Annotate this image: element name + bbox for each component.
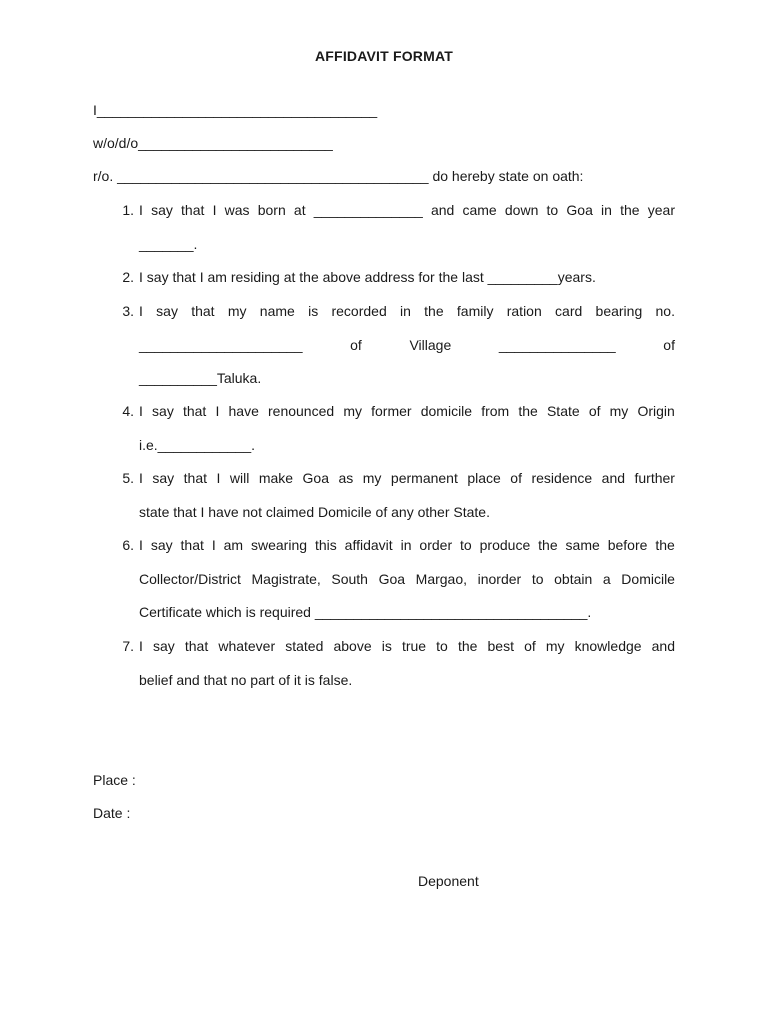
clause-number: 7. [122, 638, 134, 654]
relation-line: w/o/d/o_________________________ [93, 135, 333, 151]
clause-line: I say that my name is recorded in the family ration card bearing no. [139, 303, 675, 319]
clause-line: __________Taluka. [139, 370, 262, 386]
document-title: AFFIDAVIT FORMAT [315, 48, 453, 64]
clause-line: _____________________ of Village _______________ of [139, 336, 675, 353]
clause-line: I say that I was born at ______________ and came down to Goa in the year [139, 202, 675, 218]
clause-number: 2. [122, 269, 134, 285]
place-label: Place : [93, 772, 136, 788]
clause-line: Collector/District Magistrate, South Goa Margao, inorder to obtain a Domicile [139, 570, 675, 587]
clause-line: _______. [139, 235, 198, 252]
clause-number: 3. [122, 303, 134, 319]
clause-line: Certificate which is required ___________________________________. [139, 604, 592, 620]
clause-number: 1. [122, 202, 134, 218]
deponent-label: Deponent [418, 873, 479, 889]
clause-line: I say that whatever stated above is true to the best of my knowledge and [139, 638, 675, 654]
clause-number: 5. [122, 470, 134, 486]
clause-line: state that I have not claimed Domicile of any other State. [139, 503, 490, 520]
name-line: I____________________________________ [93, 102, 378, 118]
clause-number: 4. [122, 403, 134, 419]
residence-line: r/o. ________________________________________ do hereby state on oath: [93, 168, 584, 184]
clause-line: I say that I am residing at the above address for the last _________years. [139, 269, 596, 285]
clause-line: belief and that no part of it is false. [139, 671, 353, 688]
clause-line: I say that I will make Goa as my permanent place of residence and further [139, 470, 675, 486]
clause-line: I say that I have renounced my former domicile from the State of my Origin [139, 403, 675, 419]
clause-line: I say that I am swearing this affidavit in order to produce the same before the [139, 537, 675, 553]
clause-line: i.e.____________. [139, 436, 255, 453]
clause-number: 6. [122, 537, 134, 553]
date-label: Date : [93, 805, 131, 821]
